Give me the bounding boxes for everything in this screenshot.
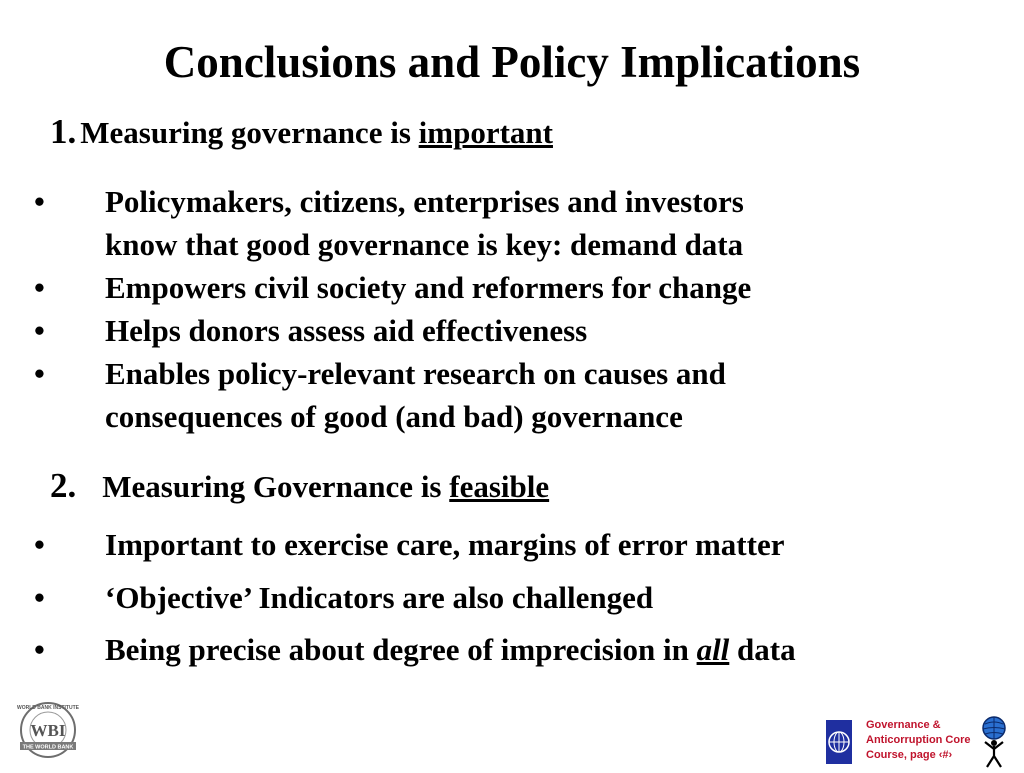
wbi-logo-band: THE WORLD BANK [22, 744, 74, 751]
bullet-text: Policymakers, citizens, enterprises and investors [105, 184, 744, 219]
section-1-number: 1. [50, 112, 77, 151]
section-2-number: 2. [50, 466, 77, 505]
slide-title: Conclusions and Policy Implications [163, 37, 861, 87]
bullet-marker: • [34, 632, 45, 667]
bullet-text-suffix: data [729, 632, 796, 667]
course-label [866, 718, 971, 763]
wbi-logo [10, 700, 86, 760]
bullet-marker: • [34, 356, 45, 391]
bullet-text [105, 628, 796, 671]
globe-figure-icon [976, 716, 1012, 768]
bullet-text-prefix: Being precise about degree of imprecision in [105, 632, 697, 667]
world-bank-icon [826, 720, 852, 764]
section-1-heading [50, 112, 553, 152]
bullet-text-emphasis: all [696, 632, 730, 667]
course-label-line: Anticorruption Core [866, 734, 971, 746]
bullet-marker: • [34, 270, 45, 305]
bullet-text: Empowers civil society and reformers for change [105, 270, 752, 305]
bullet-text: know that good governance is key: demand data [105, 227, 744, 262]
bullet-text: ‘Objective’ Indicators are also challenged [105, 580, 654, 615]
bullet-marker: • [34, 184, 45, 219]
course-footer [826, 718, 1024, 768]
bullet-text: Important to exercise care, margins of error matter [105, 527, 785, 562]
bullet-marker: • [34, 527, 45, 562]
bullet-text: Enables policy-relevant research on causes and [105, 356, 726, 391]
wbi-logo-ring-text: WORLD BANK INSTITUTE [17, 705, 79, 711]
section-1-heading-emphasis: important [418, 115, 553, 150]
course-label-line: Governance & [866, 719, 941, 731]
course-label-line: Course, page ‹#› [866, 749, 953, 761]
bullet-text: Helps donors assess aid effectiveness [105, 313, 588, 348]
bullet-marker: • [34, 580, 45, 615]
course-logo-box [826, 720, 852, 764]
section-2-heading [50, 466, 549, 506]
bullet-marker: • [34, 313, 45, 348]
wbi-logo-text: WBI [30, 721, 66, 740]
section-2-heading-text: Measuring Governance is [102, 469, 450, 504]
section-1-heading-text: Measuring governance is [80, 115, 419, 150]
bullet-text: consequences of good (and bad) governance [105, 399, 683, 434]
section-2-heading-emphasis: feasible [449, 469, 550, 504]
wbi-logo-graphic [10, 700, 86, 760]
